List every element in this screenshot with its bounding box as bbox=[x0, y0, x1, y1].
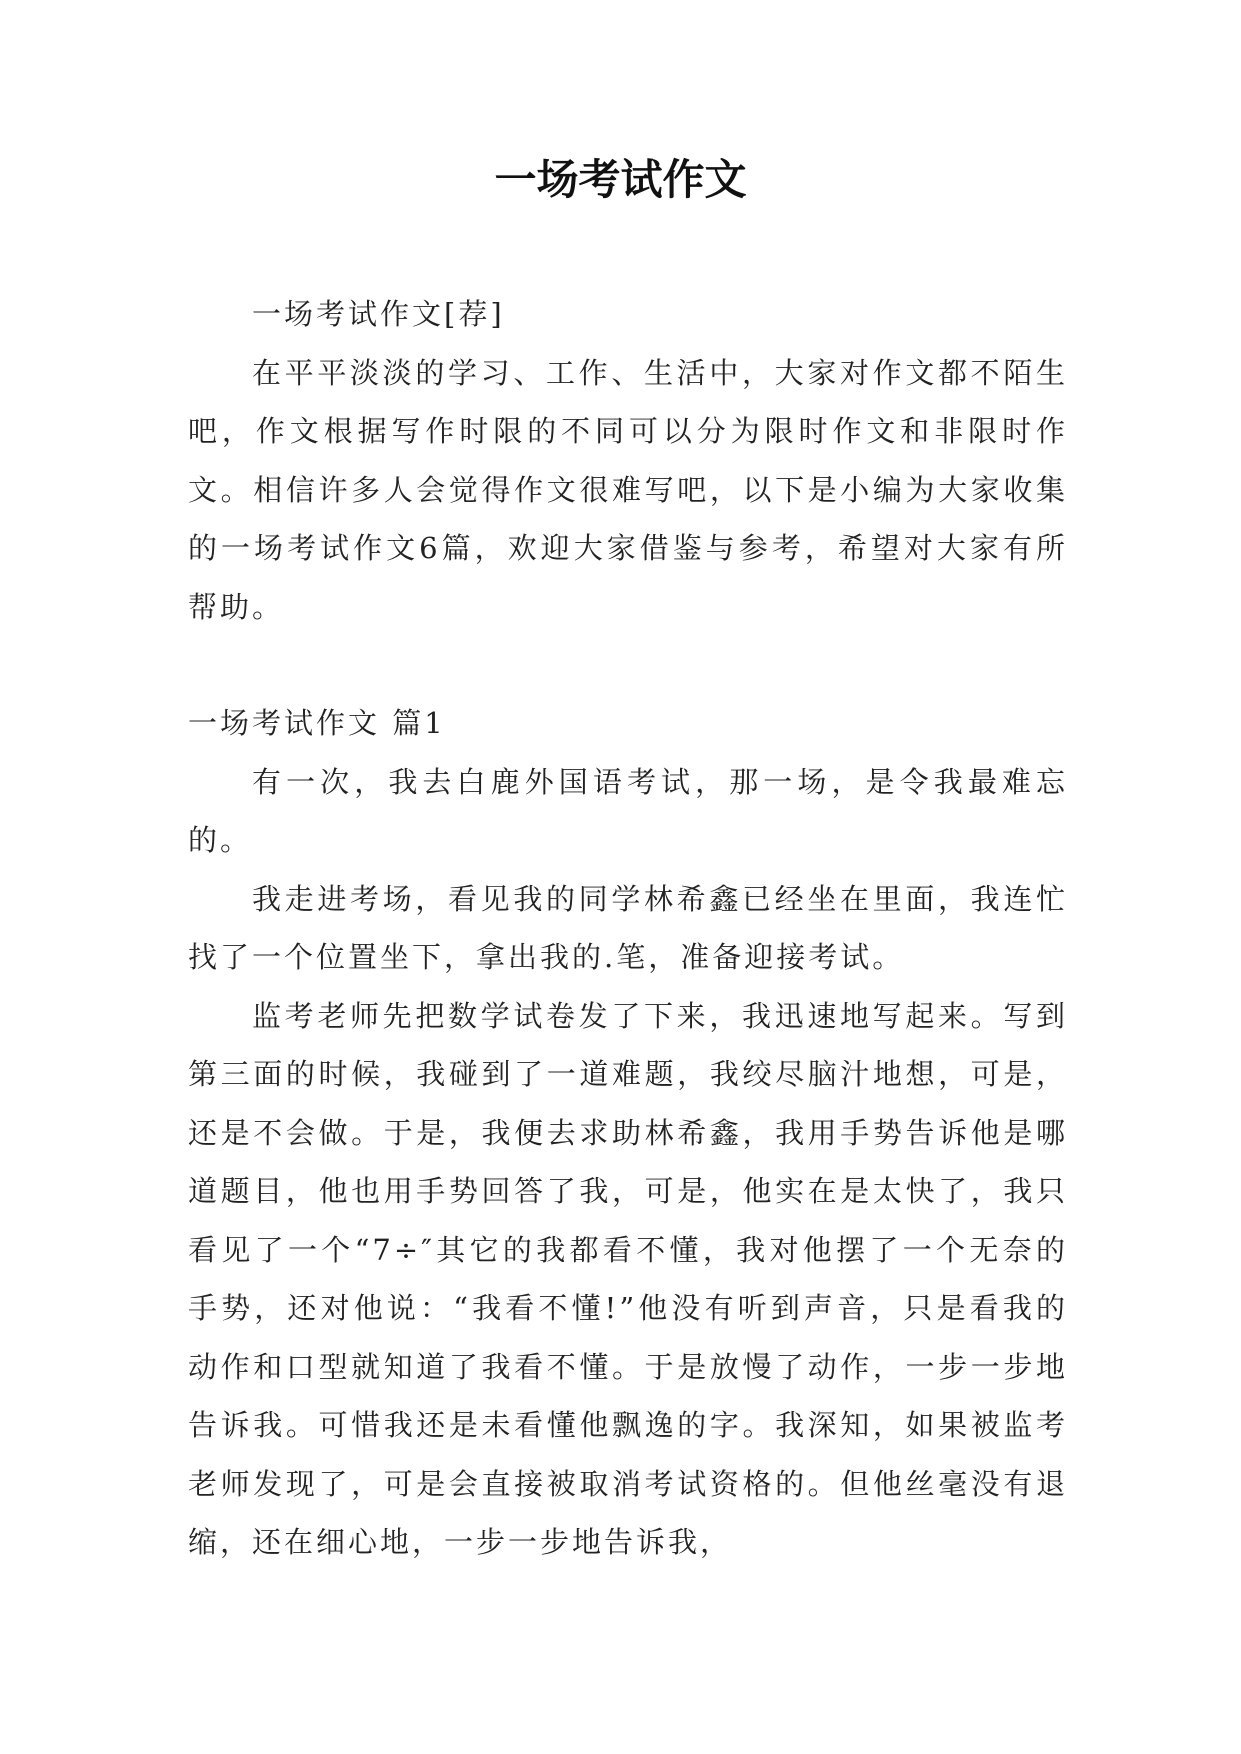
body-paragraph-3: 监考老师先把数学试卷发了下来，我迅速地写起来。写到第三面的时候，我碰到了一道难题，我绞尽脑汁地想，可是，还是不会做。于是，我便去求助林希鑫，我用手势告诉他是哪道题目，他也用手势回答了我，可是，他实在是太快了，我只看见了一个“7÷″其它的我都看不懂，我对他摆了一个无奈的手势，还对他说：“我看不懂!”他没有听到声音，只是看我的动作和口型就知道了我看不懂。于是放慢了动作，一步一步地告诉我。可惜我还是未看懂他飘逸的字。我深知，如果被监考老师发现了，可是会直接被取消考试资格的。但他丝毫没有退缩，还在细心地，一步一步地告诉我， bbox=[188, 998, 1068, 1559]
body-paragraph-1: 有一次，我去白鹿外国语考试，那一场，是令我最难忘的。 bbox=[188, 764, 1068, 857]
document-subtitle: 一场考试作文[荐] bbox=[252, 297, 505, 331]
section-heading: 一场考试作文 篇1 bbox=[188, 706, 446, 740]
intro-paragraph: 在平平淡淡的学习、工作、生活中，大家对作文都不陌生吧，作文根据写作时限的不同可以分为限时作文和非限时作文。相信许多人会觉得作文很难写吧，以下是小编为大家收集的一场考试作文6篇，欢迎大家借鉴与参考，希望对大家有所帮助。 bbox=[188, 355, 1068, 624]
body-paragraph-2: 我走进考场，看见我的同学林希鑫已经坐在里面，我连忙找了一个位置坐下，拿出我的.笔，准备迎接考试。 bbox=[188, 881, 1068, 974]
document-title: 一场考试作文 bbox=[494, 155, 747, 204]
document-body bbox=[188, 285, 1068, 1572]
